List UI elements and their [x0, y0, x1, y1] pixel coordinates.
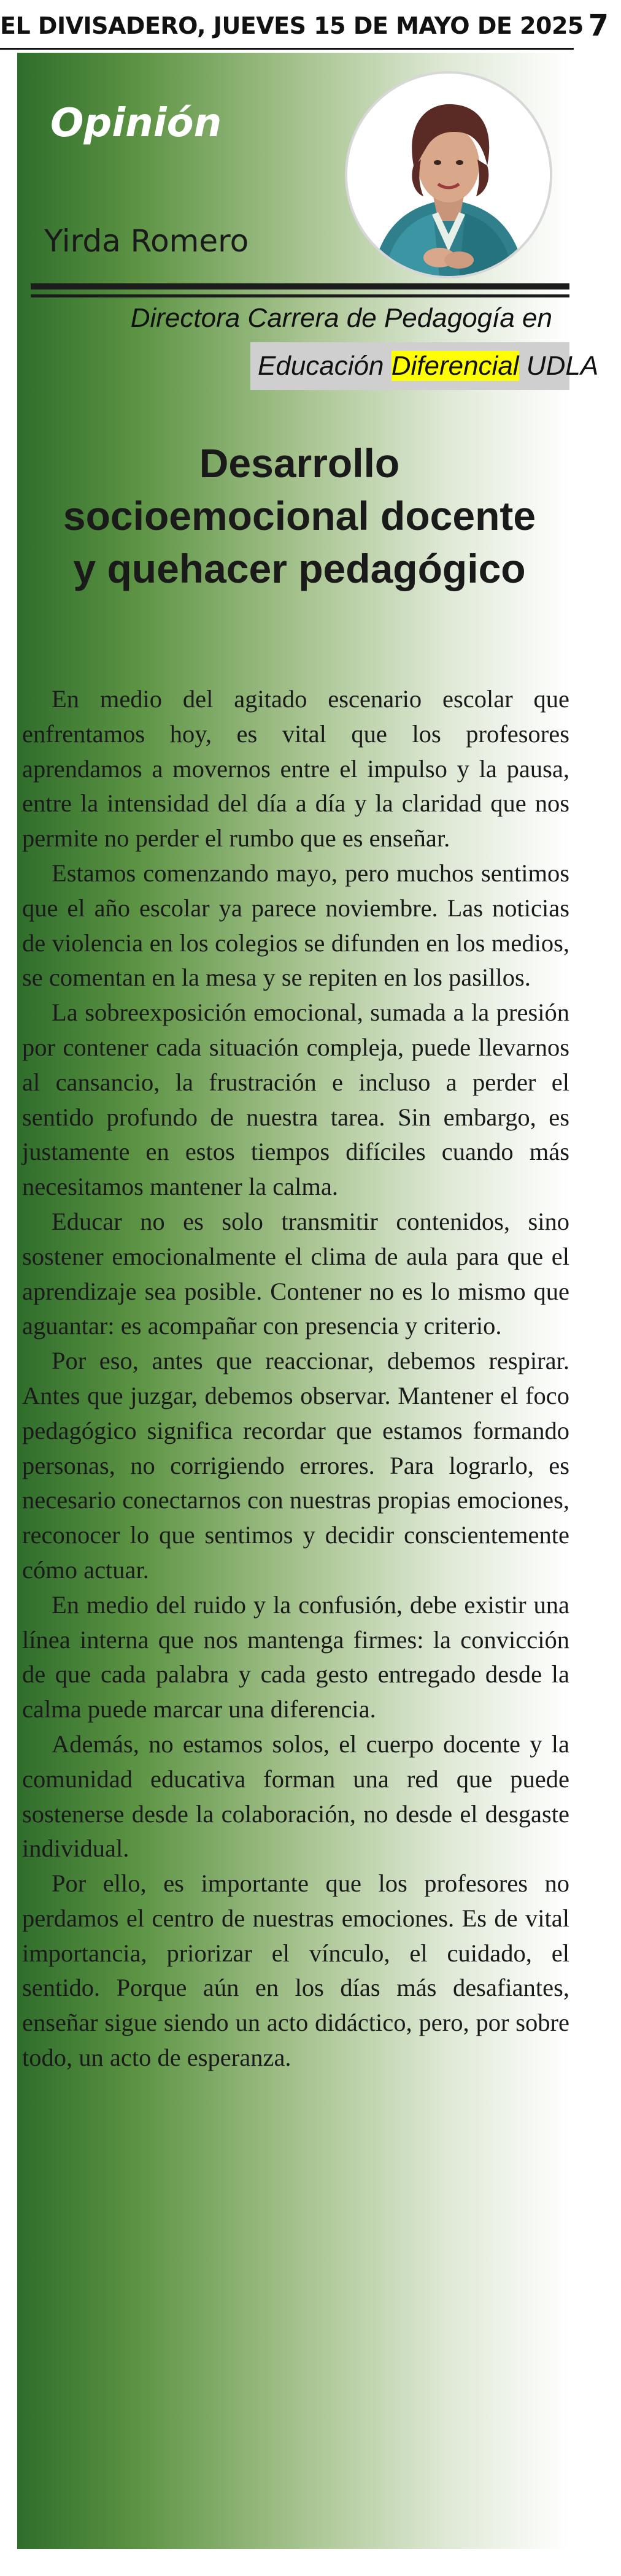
article-title: Desarrollo socioemocional docente y quehacer pedagógico: [63, 440, 536, 591]
page-number: 7: [588, 9, 609, 43]
article-body: [22, 682, 569, 2076]
article-paragraph: En medio del agitado escenario escolar que enfrentamos hoy, es vital que los profesores aprendamos a movernos entre el impulso y la pausa, entre la intensidad del día a día y la claridad que nos permite no perder el rumbo que es enseñar.: [22, 685, 569, 853]
section-label: Opinión: [50, 101, 222, 146]
author-name: Yirda Romero: [44, 223, 249, 259]
author-role-line1: Directora Carrera de Pedagogía en: [130, 303, 552, 333]
role-text-after: UDLA: [519, 351, 599, 381]
article-paragraph: Además, no estamos solos, el cuerpo docente y la comunidad educativa forman una red que puede sostenerse desde la colaboración, no desde el desgaste individual.: [22, 1730, 569, 1863]
divider-thick: [31, 283, 569, 289]
opinion-column: [17, 53, 599, 2549]
article-paragraph: Estamos comenzando mayo, pero muchos sentimos que el año escolar ya parece noviembre. Las noticias de violencia en los colegios se difunden en los medios, se comentan en la mesa y se repiten en los pasillos.: [22, 859, 569, 992]
author-portrait-icon: [345, 71, 552, 278]
author-role-line2: [250, 342, 599, 390]
role-text-before: Educación: [258, 351, 392, 381]
article-paragraph: En medio del ruido y la confusión, debe existir una línea interna que nos mantenga firmes: la convicción de que cada palabra y cada gesto entregado desde la calma puede marcar una diferencia.: [22, 1590, 569, 1723]
article-paragraph: Educar no es solo transmitir contenidos, sino sostener emocionalmente el clima de aula para que el aprendizaje sea posible. Contener no es lo mismo que aguantar: es acompañar con presencia y criterio.: [22, 1207, 569, 1340]
divider-thin: [31, 294, 569, 297]
header-rule: [0, 48, 574, 50]
article-paragraph: La sobreexposición emocional, sumada a la presión por contener cada situación compleja, puede llevarnos al cansancio, la frustración e incluso a perder el sentido profundo de nuestra tarea. Sin embargo, es justamente en estos tiempos difíciles cuando más necesitamos mantener la calma.: [22, 999, 569, 1201]
author-portrait-svg: [347, 74, 550, 276]
page-header: [0, 0, 621, 55]
header-dateline: EL DIVISADERO, JUEVES 15 DE MAYO DE 2025: [0, 12, 584, 39]
article-paragraph: Por eso, antes que reaccionar, debemos respirar. Antes que juzgar, debemos observar. Mantener el foco pedagógico significa recordar que estamos formando personas, no corrigiendo errores. Para lograrlo, es necesario conectarnos con nuestras propias emociones, reconocer lo que sentimos y decidir conscientemente cómo actuar.: [22, 1347, 569, 1584]
article-paragraph: Por ello, es importante que los profesores no perdamos el centro de nuestras emociones. Es de vital importancia, priorizar el vínculo, el cuidado, el sentido. Porque aún en los días más desafiantes, enseñar sigue siendo un acto didáctico, pero, por sobre todo, un acto de esperanza.: [22, 1869, 569, 2072]
role-highlighted-word: Diferencial: [391, 351, 519, 381]
